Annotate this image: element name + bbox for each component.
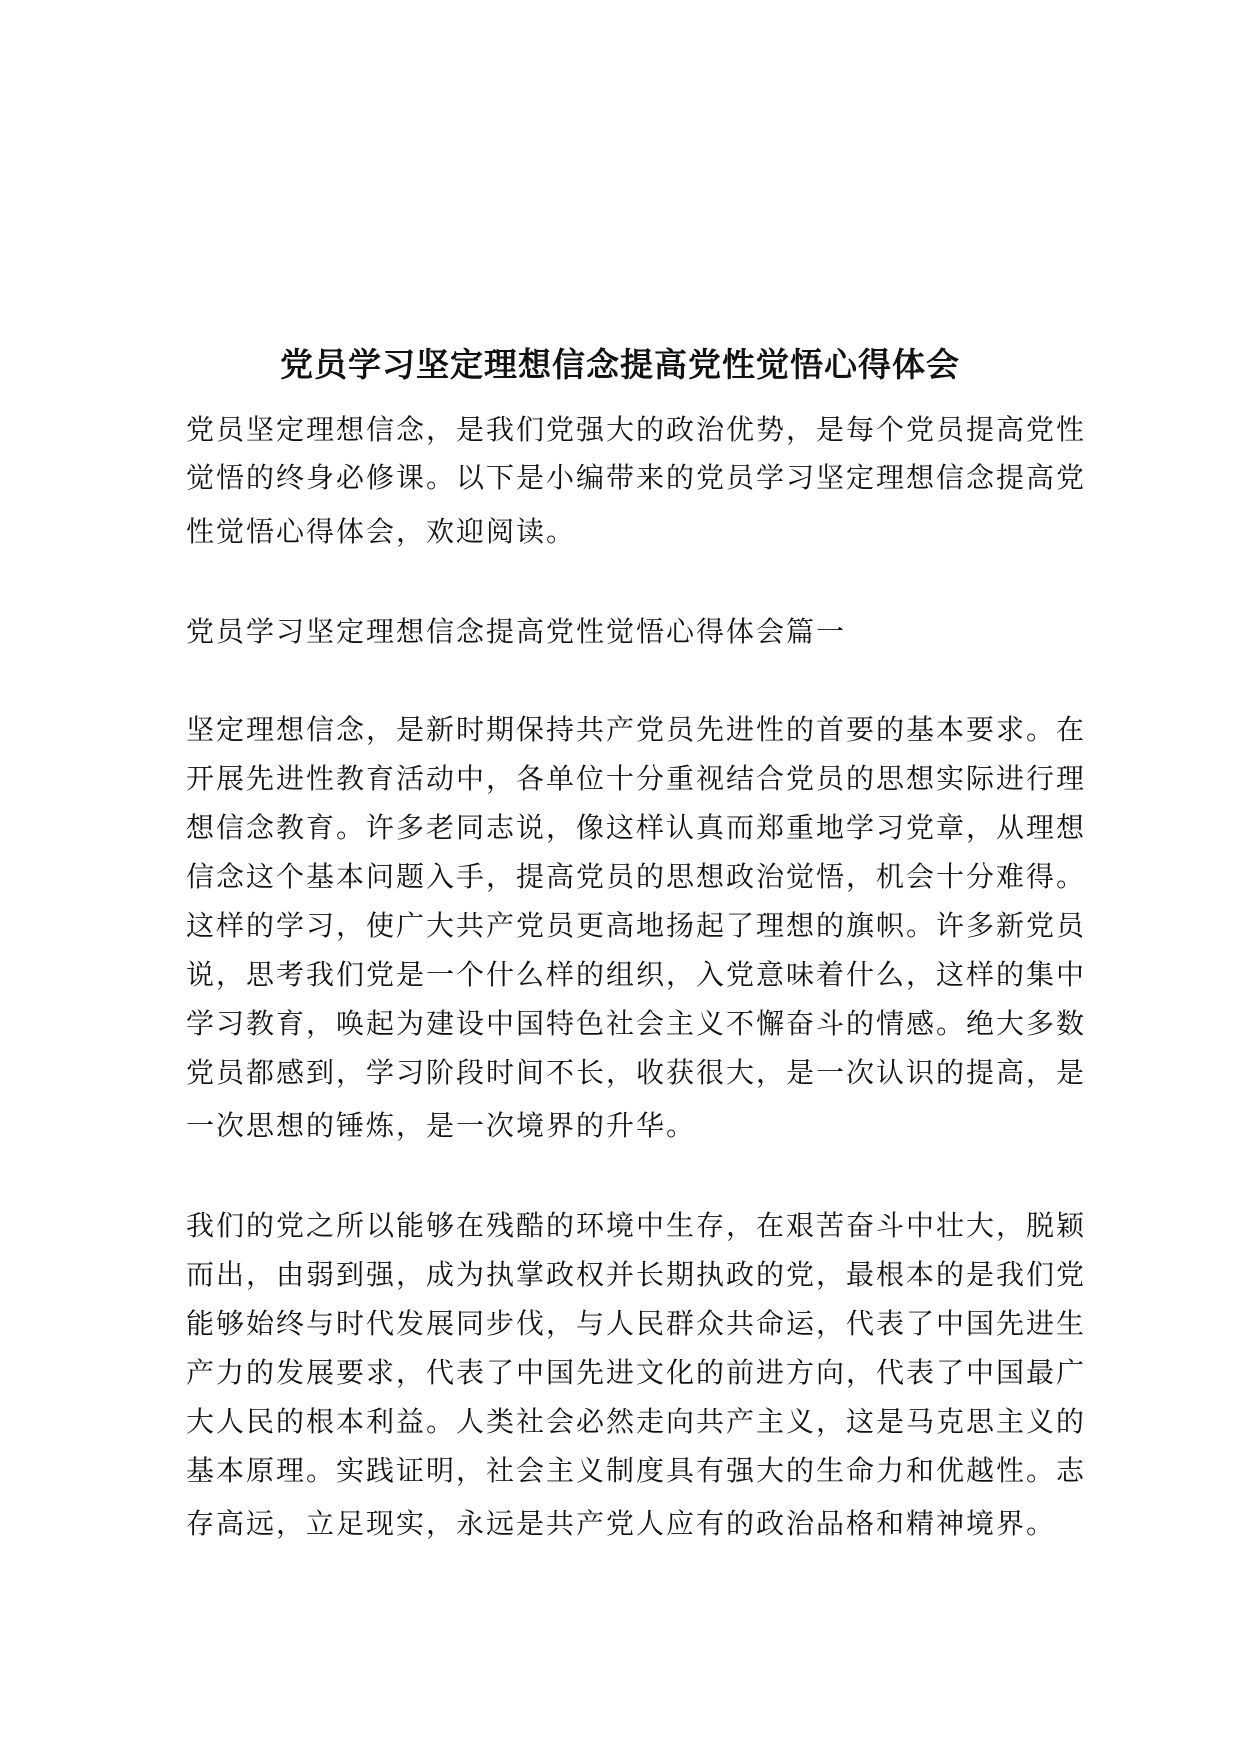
intro-line-1: 党员坚定理想信念，是我们党强大的政治优势，是每个党员提高党性 xyxy=(186,413,1087,446)
paragraph-1-line-8: 党员都感到，学习阶段时间不长，收获很大，是一次认识的提高，是 xyxy=(186,1056,1087,1089)
paragraph-1-line-5: 这样的学习，使广大共产党员更高地扬起了理想的旗帜。许多新党员 xyxy=(186,909,1087,942)
document-title: 党员学习坚定理想信念提高党性觉悟心得体会 xyxy=(280,345,960,384)
paragraph-1-line-1: 坚定理想信念，是新时期保持共产党员先进性的首要的基本要求。在 xyxy=(186,713,1087,746)
intro-line-2: 觉悟的终身必修课。以下是小编带来的党员学习坚定理想信念提高党 xyxy=(186,461,1087,494)
paragraph-2-line-1: 我们的党之所以能够在残酷的环境中生存，在艰苦奋斗中壮大，脱颖 xyxy=(186,1209,1087,1242)
paragraph-1-line-7: 学习教育，唤起为建设中国特色社会主义不懈奋斗的情感。绝大多数 xyxy=(186,1007,1087,1040)
paragraph-1-line-2: 开展先进性教育活动中，各单位十分重视结合党员的思想实际进行理 xyxy=(186,762,1087,795)
paragraph-2-line-4: 产力的发展要求，代表了中国先进文化的前进方向，代表了中国最广 xyxy=(186,1356,1087,1389)
paragraph-2-line-5: 大人民的根本利益。人类社会必然走向共产主义，这是马克思主义的 xyxy=(186,1405,1087,1438)
paragraph-1-line-6: 说，思考我们党是一个什么样的组织，入党意味着什么，这样的集中 xyxy=(186,958,1087,991)
paragraph-2-line-6: 基本原理。实践证明，社会主义制度具有强大的生命力和优越性。志 xyxy=(186,1454,1087,1487)
paragraph-1-line-9: 一次思想的锤炼，是一次境界的升华。 xyxy=(186,1109,697,1142)
paragraph-1-line-4: 信念这个基本问题入手，提高党员的思想政治觉悟，机会十分难得。 xyxy=(186,860,1087,893)
intro-line-3: 性觉悟心得体会，欢迎阅读。 xyxy=(186,515,577,548)
paragraph-2-line-2: 而出，由弱到强，成为执掌政权并长期执政的党，最根本的是我们党 xyxy=(186,1258,1087,1291)
section-heading: 党员学习坚定理想信念提高党性觉悟心得体会篇一 xyxy=(186,615,847,648)
paragraph-1-line-3: 想信念教育。许多老同志说，像这样认真而郑重地学习党章，从理想 xyxy=(186,811,1087,844)
paragraph-2-line-3: 能够始终与时代发展同步伐，与人民群众共命运，代表了中国先进生 xyxy=(186,1307,1087,1340)
paragraph-2-line-7: 存高远，立足现实，永远是共产党人应有的政治品格和精神境界。 xyxy=(186,1507,1057,1540)
